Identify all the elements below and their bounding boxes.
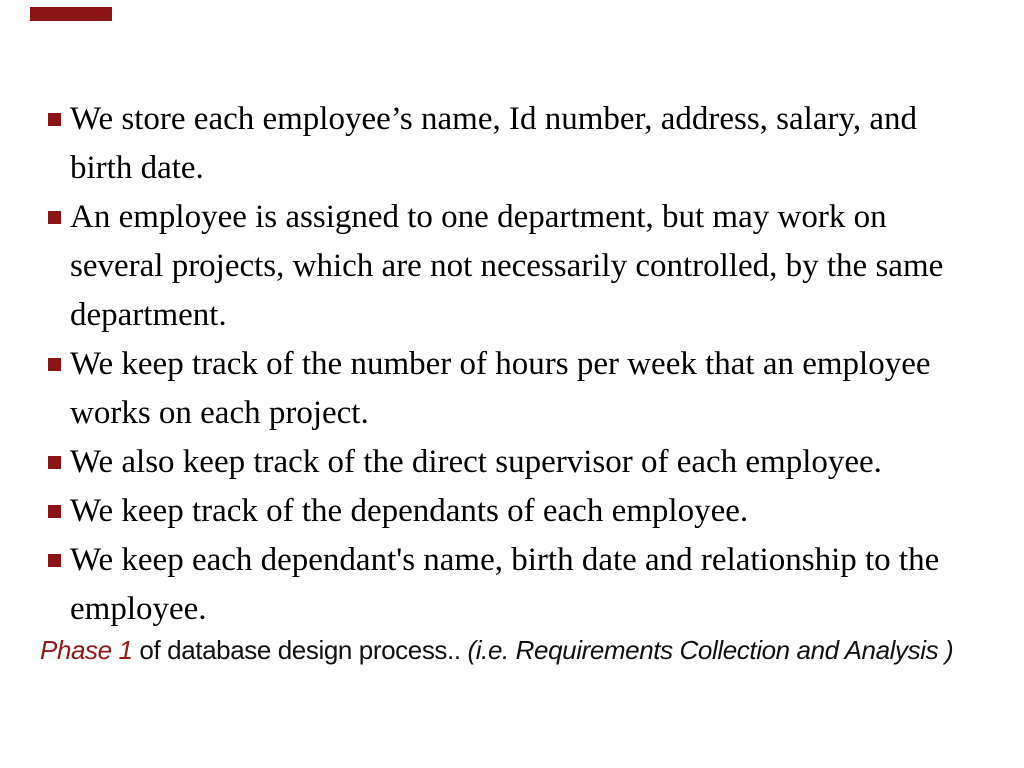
bullet-text	[70, 340, 931, 438]
bullet-text	[70, 438, 882, 487]
bullet-line: works on each project.	[70, 395, 369, 431]
bullet-text	[70, 193, 943, 340]
bullet-text	[70, 487, 748, 536]
bullet-item	[48, 193, 998, 340]
phase-note	[40, 634, 953, 666]
bullet-square-icon	[48, 358, 61, 371]
bullet-line: We keep track of the number of hours per week that an employee	[70, 346, 931, 382]
bullet-line: We keep each dependant's name, birth date and relationship to the	[70, 542, 940, 578]
bullet-item	[48, 487, 998, 536]
bullet-text	[70, 536, 939, 634]
bullet-line: birth date.	[70, 150, 204, 186]
bullet-line: We store each employee’s name, Id number, address, salary, and	[70, 101, 917, 137]
bullet-line: We also keep track of the direct supervisor of each employee.	[70, 444, 882, 480]
bullet-item	[48, 438, 998, 487]
bullet-square-icon	[48, 211, 61, 224]
bullet-line: department.	[70, 297, 227, 333]
bullet-text	[70, 95, 917, 193]
phase-text-italic: (i.e. Requirements Collection and Analysis )	[467, 635, 954, 665]
bullet-line: We keep track of the dependants of each employee.	[70, 493, 749, 529]
bullet-line: employee.	[70, 591, 207, 627]
phase-label: Phase 1	[40, 635, 133, 665]
bullet-square-icon	[48, 554, 61, 567]
bullet-square-icon	[48, 505, 61, 518]
bullet-item	[48, 95, 998, 193]
bullet-square-icon	[48, 113, 61, 126]
bullet-line: An employee is assigned to one department, but may work on	[70, 199, 887, 235]
bullet-square-icon	[48, 456, 61, 469]
bullet-list	[48, 95, 998, 634]
top-accent-bar	[30, 7, 112, 21]
phase-text-regular: of database design process..	[132, 635, 468, 665]
bullet-line: several projects, which are not necessarily controlled, by the same	[70, 248, 944, 284]
bullet-item	[48, 536, 998, 634]
bullet-item	[48, 340, 998, 438]
